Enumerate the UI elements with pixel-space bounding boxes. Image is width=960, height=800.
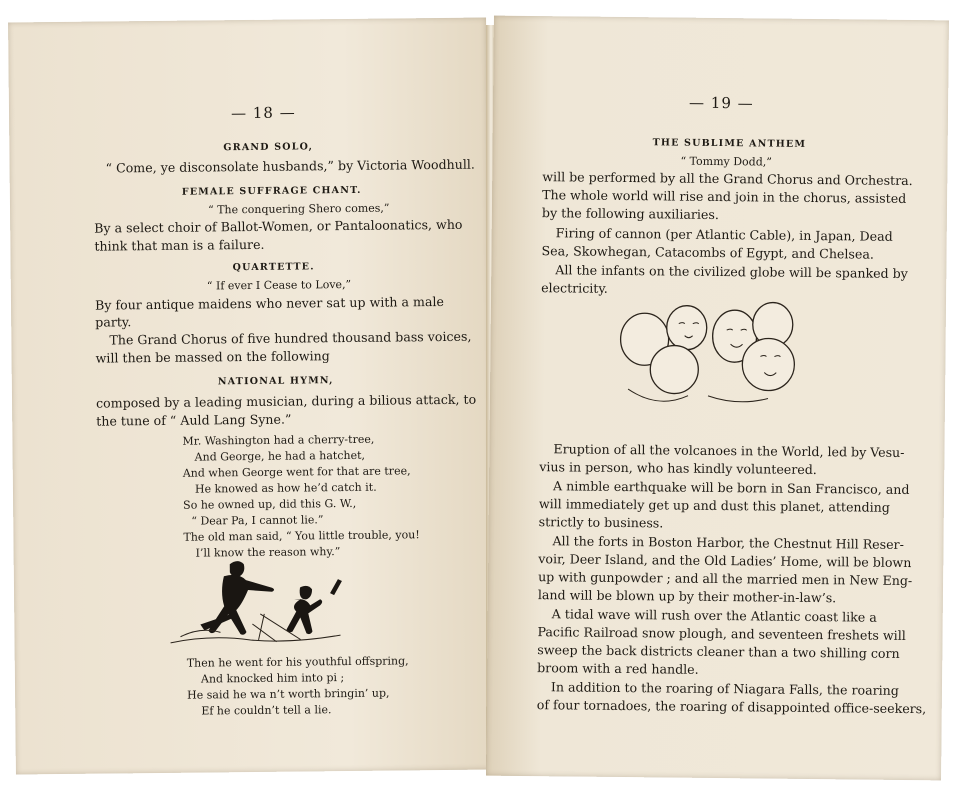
solo-line: “ Come, ye disconsolate husbands,” by Victoria Woodhull. — [105, 156, 475, 176]
quartette-heading: QUARTETTE. — [232, 261, 315, 274]
page-number-19: — 19 — — [688, 93, 754, 113]
p7-line-2: Pacific Railroad snow plough, and seventeen freshets will — [537, 624, 906, 643]
verse-line-2: And George, he had a hatchet, — [194, 448, 366, 464]
quartette-line-2: party. — [95, 314, 132, 330]
p7-line-4: broom with a red handle. — [537, 660, 699, 677]
grand-solo-heading: GRAND SOLO, — [223, 141, 314, 154]
p3-line-1: All the infants on the civilized globe will be spanked by — [555, 262, 908, 281]
p4-line-2: vius in person, who has kindly volunteered. — [539, 459, 817, 478]
p3-line-2: electricity. — [541, 280, 608, 296]
female-chant-heading: FEMALE SUFFRAGE CHANT. — [181, 184, 362, 198]
p7-line-1: A tidal wave will rush over the Atlantic coast like a — [551, 606, 877, 625]
p6-line-2: voir, Deer Island, and the Old Ladies’ Home, will be blown — [538, 551, 912, 571]
p2-line-2: Sea, Skowhegan, Catacombs of Egypt, and Chelsea. — [541, 243, 874, 262]
verse2-line-3: He said he wa n’t worth bringin’ up, — [187, 686, 390, 702]
p4-line-1: Eruption of all the volcanoes in the World, led by Vesu- — [553, 441, 905, 460]
p6-line-3: up with gunpowder ; and all the married men in New Eng- — [538, 569, 913, 589]
verse2-line-1: Then he went for his youthful offspring, — [186, 654, 409, 670]
verse-line-1: Mr. Washington had a cherry-tree, — [182, 432, 375, 448]
p2-line-1: Firing of cannon (per Atlantic Cable), in Japan, Dead — [555, 225, 893, 244]
p7-line-3: sweep the back districts cleaner than a two shilling corn — [537, 642, 900, 661]
anthem-subtitle: “ Tommy Dodd,” — [680, 154, 772, 169]
chant-line-1: By a select choir of Ballot-Women, or Pantaloonatics, who — [94, 216, 463, 236]
national-hymn-heading: NATIONAL HYMN, — [217, 375, 334, 388]
p1-line-3: by the following auxiliaries. — [541, 205, 719, 223]
chorus-line-2: will then be massed on the following — [95, 348, 330, 366]
p5-line-3: strictly to business. — [538, 514, 664, 531]
chorus-line-1: The Grand Chorus of five hundred thousand bass voices, — [109, 328, 472, 348]
verse-line-4: He knowed as how he’d catch it. — [194, 480, 377, 496]
left-page — [8, 18, 494, 775]
george-washington-chase-illustration — [160, 553, 371, 651]
hymn-line-1: composed by a leading musician, during a bilious attack, to — [95, 391, 477, 411]
quartette-subtitle: “ If ever I Cease to Love,” — [206, 277, 352, 293]
verse-line-5: So he owned up, did this G. W., — [183, 496, 357, 512]
verse-line-6: “ Dear Pa, I cannot lie.” — [191, 513, 324, 528]
hymn-line-2: the tune of “ Auld Lang Syne.” — [96, 411, 292, 429]
chant-subtitle: “ The conquering Shero comes,” — [207, 201, 390, 217]
verse-line-8: I’ll know the reason why.” — [195, 545, 341, 560]
right-page — [486, 16, 949, 781]
p6-line-1: All the forts in Boston Harbor, the Chestnut Hill Reser- — [552, 533, 904, 552]
verse2-line-4: Ef he couldn’t tell a lie. — [201, 703, 332, 718]
p8-line-2: of four tornadoes, the roaring of disappointed office-seekers, — [536, 697, 927, 717]
p1-line-1: will be performed by all the Grand Chorus and Orchestra. — [542, 169, 913, 189]
quartette-line-1: By four antique maidens who never sat up with a male — [94, 293, 445, 313]
p6-line-4: land will be blown up by their mother-in-law’s. — [537, 587, 837, 606]
verse2-line-2: And knocked him into pi ; — [200, 671, 345, 686]
chant-line-2: think that man is a failure. — [94, 236, 265, 254]
verse-line-3: And when George went for that are tree, — [182, 464, 411, 480]
babies-faces-illustration — [608, 299, 809, 411]
p5-line-1: A nimble earthquake will be born in San Francisco, and — [552, 478, 910, 498]
page-number-18: — 18 — — [230, 103, 296, 123]
p5-line-2: will immediately get up and dust this planet, attending — [538, 496, 890, 515]
verse-line-7: The old man said, “ You little trouble, you! — [183, 528, 420, 544]
p8-line-1: In addition to the roaring of Niagara Falls, the roaring — [550, 679, 899, 698]
p1-line-2: The whole world will rise and join in the chorus, assisted — [542, 187, 907, 206]
anthem-heading: THE SUBLIME ANTHEM — [652, 137, 807, 150]
